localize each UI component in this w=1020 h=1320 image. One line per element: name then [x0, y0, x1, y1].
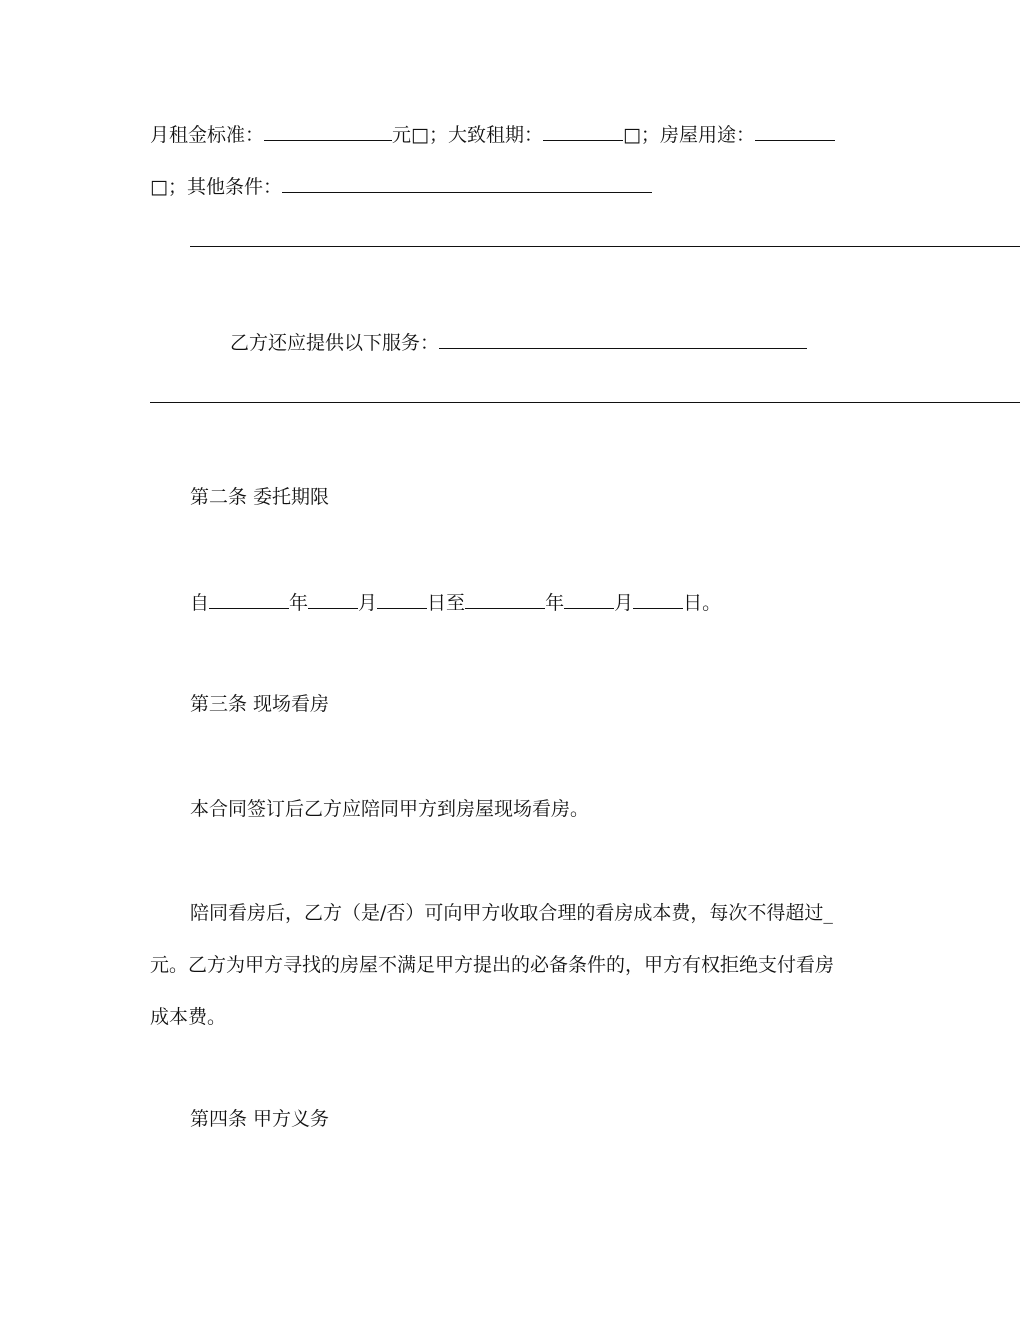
term-label: 大致租期： — [447, 124, 543, 146]
services-blank[interactable] — [439, 330, 807, 349]
article4-title: 第四条 甲方义务 — [190, 1108, 330, 1130]
article3-title: 第三条 现场看房 — [190, 693, 330, 715]
year2-label: 年 — [545, 592, 565, 614]
end-month-blank[interactable] — [564, 590, 614, 609]
services-row — [230, 330, 807, 354]
start-day-blank[interactable] — [377, 590, 427, 609]
start-year-blank[interactable] — [209, 590, 289, 609]
from-label: 自 — [190, 592, 210, 614]
other-label: 其他条件： — [186, 176, 282, 198]
end-day-blank[interactable] — [633, 590, 683, 609]
article3-paragraph2-line1: 陪同看房后，乙方（是/否）可向甲方收取合理的看房成本费，每次不得超过_ — [190, 902, 833, 924]
day-to-label: 日至 — [427, 592, 466, 614]
other-conditions-blank[interactable] — [282, 174, 652, 193]
rent-amount-blank[interactable] — [264, 122, 392, 141]
term-suffix: □； — [622, 124, 660, 146]
rent-label: 月租金标准： — [150, 124, 265, 146]
end-year-blank[interactable] — [465, 590, 545, 609]
article3-paragraph2-line3: 成本费。 — [150, 1006, 227, 1028]
article3-paragraph1: 本合同签订后乙方应陪同甲方到房屋现场看房。 — [190, 798, 590, 820]
term-dates-row — [190, 590, 721, 614]
day-end-label: 日。 — [683, 592, 722, 614]
article2-title: 第二条 委托期限 — [190, 486, 330, 508]
services-continuation-line[interactable] — [150, 402, 1020, 403]
rent-terms-row — [150, 122, 835, 146]
other-prefix: □； — [150, 176, 187, 198]
services-label: 乙方还应提供以下服务： — [230, 332, 440, 354]
month-label: 月 — [358, 592, 378, 614]
start-month-blank[interactable] — [308, 590, 358, 609]
rent-unit: 元□； — [392, 124, 448, 146]
year-label: 年 — [289, 592, 309, 614]
other-conditions-continuation-line[interactable] — [190, 246, 1020, 247]
term-blank[interactable] — [543, 122, 623, 141]
usage-label: 房屋用途： — [659, 124, 755, 146]
month2-label: 月 — [614, 592, 634, 614]
article3-paragraph2-line2: 元。乙方为甲方寻找的房屋不满足甲方提出的必备条件的，甲方有权拒绝支付看房 — [150, 954, 835, 976]
usage-blank[interactable] — [755, 122, 835, 141]
other-conditions-row — [150, 174, 652, 198]
